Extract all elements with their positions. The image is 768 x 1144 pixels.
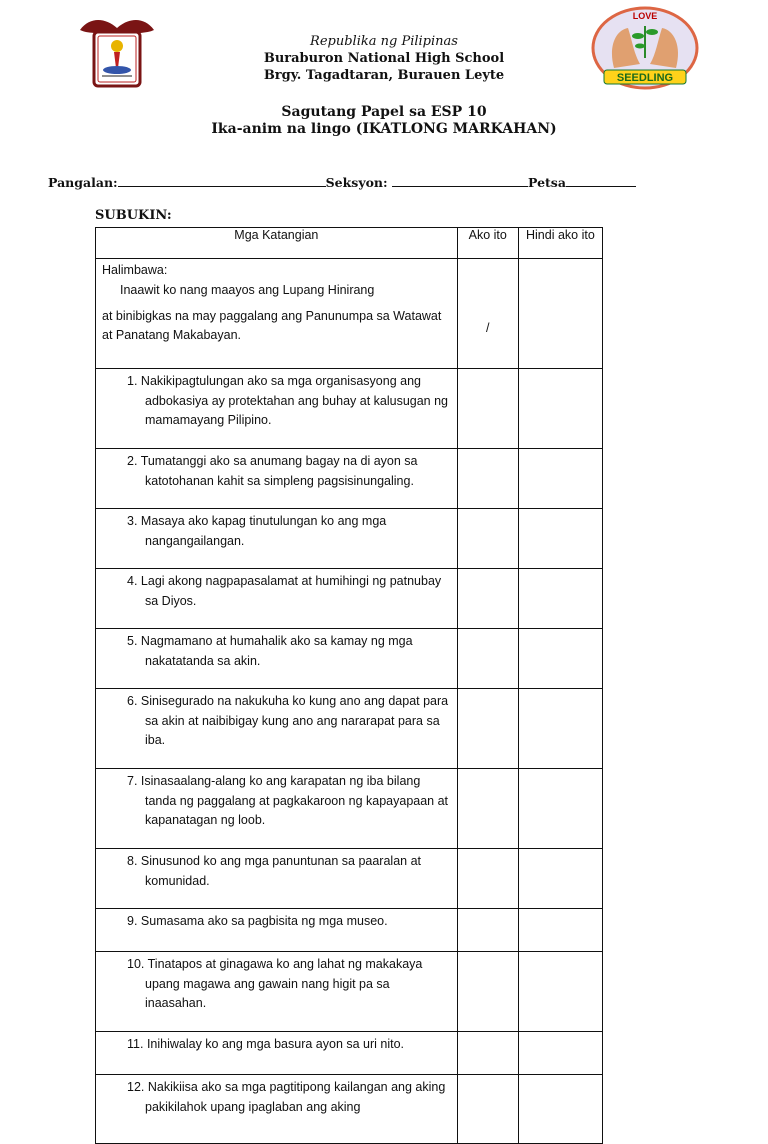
table-row	[96, 689, 603, 769]
hindi-ako-ito-checkbox-cell[interactable]	[518, 569, 602, 629]
svg-text:SEEDLING: SEEDLING	[616, 72, 674, 84]
trait-text	[127, 692, 451, 751]
trait-number: 1.	[127, 374, 138, 388]
trait-number: 6.	[127, 694, 138, 708]
student-info-fields	[48, 174, 636, 190]
school-name: Buraburon National High School	[263, 51, 505, 66]
trait-cell	[96, 1075, 458, 1144]
ako-ito-checkbox-cell[interactable]	[457, 449, 518, 509]
trait-text	[127, 512, 451, 551]
trait-text	[127, 1035, 451, 1055]
title-line-2: Ika-anim na lingo (IKATLONG MARKAHAN)	[211, 121, 557, 137]
trait-description: Sumasama ako sa pagbisita ng mga museo.	[140, 914, 388, 928]
ako-ito-checkbox-cell[interactable]	[457, 629, 518, 689]
trait-cell	[96, 1032, 458, 1075]
table-row	[96, 849, 603, 909]
trait-cell	[96, 769, 458, 849]
hindi-ako-ito-checkbox-cell[interactable]	[518, 689, 602, 769]
ako-ito-checkbox-cell[interactable]	[457, 909, 518, 952]
trait-text	[127, 452, 451, 491]
section-field[interactable]	[392, 174, 528, 187]
trait-number: 4.	[127, 574, 138, 588]
hindi-ako-ito-checkbox-cell[interactable]	[518, 952, 602, 1032]
trait-cell	[96, 629, 458, 689]
ako-ito-checkbox-cell[interactable]	[457, 1075, 518, 1144]
trait-number: 3.	[127, 514, 138, 528]
table-row	[96, 449, 603, 509]
example-empty-cell	[518, 259, 602, 369]
table-row	[96, 1075, 603, 1144]
hindi-ako-ito-checkbox-cell[interactable]	[518, 1032, 602, 1075]
trait-description: Inihiwalay ko ang mga basura ayon sa uri nito.	[146, 1037, 405, 1051]
section-label: Seksyon:	[325, 175, 388, 190]
trait-number: 5.	[127, 634, 138, 648]
trait-cell	[96, 369, 458, 449]
example-line-2: at binibigkas na may paggalang ang Panunumpa sa Watawat at Panatang Makabayan.	[102, 309, 442, 342]
hindi-ako-ito-checkbox-cell[interactable]	[518, 369, 602, 449]
date-field[interactable]	[566, 174, 636, 187]
trait-cell	[96, 449, 458, 509]
trait-text	[127, 572, 451, 611]
example-line-1: Inaawit ko nang maayos ang Lupang Hinirang	[120, 283, 375, 297]
hindi-ako-ito-checkbox-cell[interactable]	[518, 769, 602, 849]
table-row	[96, 509, 603, 569]
trait-number: 10.	[127, 957, 145, 971]
school-header	[0, 34, 768, 84]
trait-description: Nakikiisa ako sa mga pagtitipong kailangan ang aking pakikilahok upang ipaglaban ang aking	[145, 1080, 446, 1114]
republic-line: Republika ng Pilipinas	[310, 34, 458, 49]
table-row	[96, 769, 603, 849]
trait-description: Sinusunod ko ang mga panuntunan sa paaralan at komunidad.	[140, 854, 421, 888]
trait-description: Tumatanggi ako sa anumang bagay na di ayon sa katotohanan kahit sa simpleng pagsisinungaling.	[140, 454, 418, 488]
example-label: Halimbawa:	[102, 263, 168, 277]
trait-text	[127, 372, 451, 431]
header-ako-ito: Ako ito	[457, 228, 518, 259]
table-header-row	[96, 228, 603, 259]
hindi-ako-ito-checkbox-cell[interactable]	[518, 449, 602, 509]
table-row	[96, 909, 603, 952]
ako-ito-checkbox-cell[interactable]	[457, 689, 518, 769]
trait-text	[127, 852, 451, 891]
ako-ito-checkbox-cell[interactable]	[457, 509, 518, 569]
ako-ito-checkbox-cell[interactable]	[457, 1032, 518, 1075]
hindi-ako-ito-checkbox-cell[interactable]	[518, 1075, 602, 1144]
trait-number: 2.	[127, 454, 138, 468]
hindi-ako-ito-checkbox-cell[interactable]	[518, 629, 602, 689]
name-label: Pangalan:	[48, 175, 118, 190]
ako-ito-checkbox-cell[interactable]	[457, 369, 518, 449]
trait-description: Tinatapos at ginagawa ko ang lahat ng makakaya upang magawa ang gawain nang higit pa sa inaasahan.	[145, 957, 423, 1010]
trait-description: Nagmamano at humahalik ako sa kamay ng mga nakatatanda sa akin.	[140, 634, 413, 668]
ako-ito-checkbox-cell[interactable]	[457, 952, 518, 1032]
date-label: Petsa	[528, 175, 566, 190]
trait-cell	[96, 509, 458, 569]
ako-ito-checkbox-cell[interactable]	[457, 849, 518, 909]
name-field[interactable]	[118, 174, 326, 187]
trait-number: 7.	[127, 774, 138, 788]
trait-description: Lagi akong nagpapasalamat at humihingi ng patnubay sa Diyos.	[140, 574, 442, 608]
school-address: Brgy. Tagadtaran, Burauen Leyte	[263, 68, 505, 83]
example-cell	[96, 259, 458, 369]
header-traits: Mga Katangian	[96, 228, 458, 259]
table-row	[96, 952, 603, 1032]
trait-description: Nakikipagtulungan ako sa mga organisasyong ang adbokasiya ay protektahan ang buhay at kalusugan ng mamamayang Pilipino.	[140, 374, 449, 427]
hindi-ako-ito-checkbox-cell[interactable]	[518, 849, 602, 909]
trait-description: Isinasaalang-alang ko ang karapatan ng iba bilang tanda ng paggalang at pagkakaroon ng kapayapaan at kapanatagan ng loob.	[140, 774, 449, 827]
table-row	[96, 629, 603, 689]
trait-description: Masaya ako kapag tinutulungan ko ang mga nangangailangan.	[140, 514, 387, 548]
trait-cell	[96, 849, 458, 909]
trait-cell	[96, 569, 458, 629]
header-hindi-ako-ito: Hindi ako ito	[518, 228, 602, 259]
hindi-ako-ito-checkbox-cell[interactable]	[518, 909, 602, 952]
trait-items	[96, 369, 603, 1144]
trait-cell	[96, 952, 458, 1032]
trait-text	[127, 955, 451, 1014]
table-row	[96, 1032, 603, 1075]
trait-number: 9.	[127, 914, 138, 928]
trait-cell	[96, 689, 458, 769]
hindi-ako-ito-checkbox-cell[interactable]	[518, 509, 602, 569]
ako-ito-checkbox-cell[interactable]	[457, 769, 518, 849]
trait-cell	[96, 909, 458, 952]
trait-text	[127, 912, 451, 932]
ako-ito-checkbox-cell[interactable]	[457, 569, 518, 629]
trait-text	[127, 632, 451, 671]
example-check-mark: /	[457, 259, 518, 369]
page-title	[0, 104, 768, 138]
trait-number: 12.	[127, 1080, 145, 1094]
svg-text:LOVE: LOVE	[632, 11, 658, 21]
trait-number: 8.	[127, 854, 138, 868]
trait-number: 11.	[127, 1037, 144, 1051]
table-row	[96, 569, 603, 629]
section-heading: SUBUKIN:	[95, 208, 172, 223]
traits-table	[95, 227, 603, 1144]
trait-description: Sinisegurado na nakukuha ko kung ano ang dapat para sa akin at naibibigay kung ano ang nararapat para sa iba.	[140, 694, 449, 747]
example-row	[96, 259, 603, 369]
trait-text	[127, 1078, 451, 1117]
table-row	[96, 369, 603, 449]
trait-text	[127, 772, 451, 831]
title-line-1: Sagutang Papel sa ESP 10	[281, 104, 487, 120]
